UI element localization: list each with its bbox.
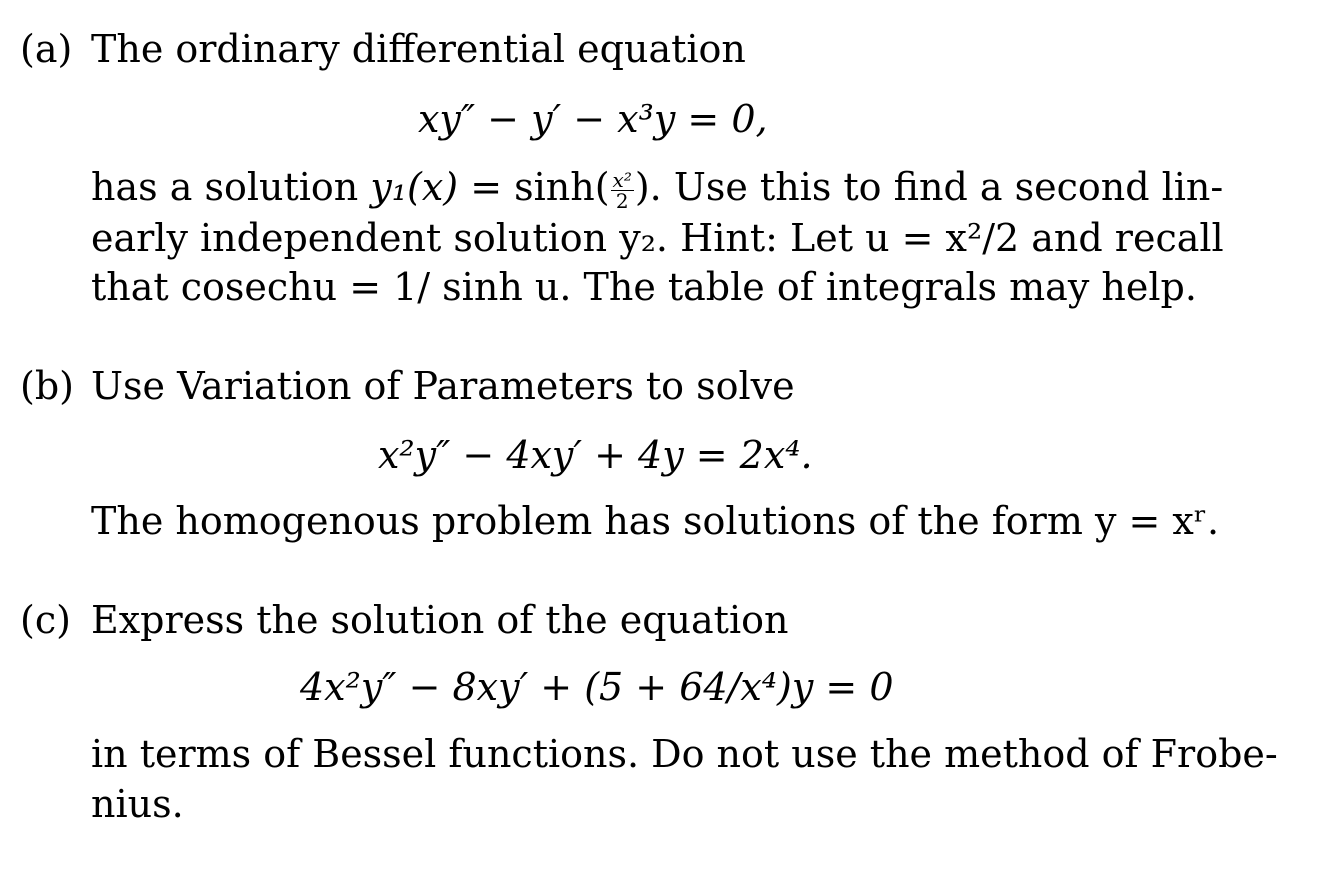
part-c-line1: in terms of Bessel functions. Do not use the method of Frobe- [91, 732, 1278, 776]
part-a-fraction-numerator: x² [612, 168, 632, 192]
part-c-label: (c) [20, 598, 71, 642]
part-a-label: (a) [20, 27, 73, 71]
part-c-equation: 4x²y″ − 8xy′ + (5 + 64/x⁴)y = 0 [300, 665, 894, 709]
part-b-equation: x²y″ − 4xy′ + 4y = 2x⁴. [378, 433, 813, 477]
part-c-intro: Express the solution of the equation [91, 598, 789, 642]
part-b-note: The homogenous problem has solutions of the form y = xʳ. [91, 499, 1220, 543]
part-c-line2: nius. [91, 782, 184, 826]
part-a-equals: = sinh( [458, 165, 610, 209]
part-b-intro: Use Variation of Parameters to solve [91, 364, 795, 408]
part-a-line1-start: has a solution [91, 165, 371, 209]
part-a-intro: The ordinary differential equation [91, 27, 746, 71]
part-a-line3: that cosechu = 1/ sinh u. The table of integrals may help. [91, 265, 1197, 309]
part-b-label: (b) [20, 364, 74, 408]
part-a-line1-end: ). Use this to find a second lin- [634, 165, 1224, 209]
part-a-equation-text: xy″ − y′ − x³y = 0, [418, 97, 768, 141]
part-a-fraction [611, 170, 634, 211]
part-a-fraction-denominator: 2 [615, 189, 629, 213]
part-a-line2: early independent solution y₂. Hint: Let u = x²/2 and recall [91, 216, 1224, 260]
part-a-equation [418, 97, 768, 141]
part-a-line1 [91, 165, 1224, 213]
part-a-solution-name: y₁(x) [370, 165, 459, 209]
